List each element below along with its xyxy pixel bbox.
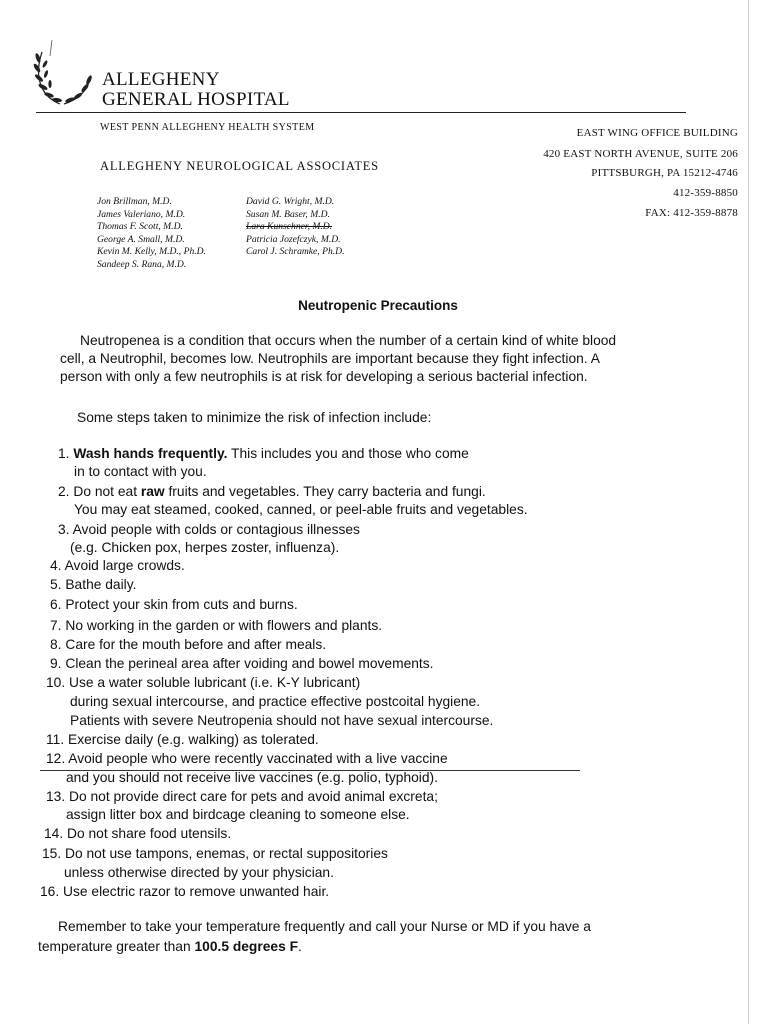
intro-line: Neutropenea is a condition that occurs when the number of a certain kind of white blood	[80, 333, 617, 348]
item-number: 6.	[50, 597, 62, 612]
item-number: 8.	[50, 637, 62, 652]
list-item	[42, 845, 388, 862]
item-number: 15.	[42, 846, 62, 861]
document-title: Neutropenic Precautions	[298, 298, 458, 313]
list-item	[50, 655, 434, 672]
office-street: 420 EAST NORTH AVENUE, SUITE 206	[543, 148, 738, 160]
list-item	[50, 557, 185, 574]
item-number: 1.	[58, 446, 70, 461]
doctor-name-struck: Lara Kunschner, M.D.	[246, 221, 333, 232]
letterhead-rule	[36, 112, 686, 113]
list-item-continuation: Patients with severe Neutropenia should not have sexual intercourse.	[70, 713, 494, 728]
list-item-continuation: (e.g. Chicken pox, herpes zoster, influenza).	[70, 540, 340, 555]
pen-strike-line	[40, 770, 580, 771]
item-text: Avoid people who were recently vaccinated with a live vaccine	[68, 751, 448, 766]
item-text: Exercise daily (e.g. walking) as tolerated.	[68, 732, 319, 747]
item-number: 14.	[44, 826, 64, 841]
list-item-continuation: during sexual intercourse, and practice effective postcoital hygiene.	[70, 694, 481, 709]
item-text: Do not provide direct care for pets and avoid animal excreta;	[69, 789, 438, 804]
doctor-list-right	[246, 196, 345, 259]
item-number: 16.	[40, 884, 60, 899]
hospital-name-line2: GENERAL HOSPITAL	[102, 89, 290, 110]
closing-text: .	[298, 939, 302, 954]
list-item	[46, 788, 438, 805]
list-item-continuation: assign litter box and birdcage cleaning to someone else.	[66, 807, 410, 822]
item-emphasis: Wash hands frequently.	[73, 446, 228, 461]
closing-line	[38, 938, 302, 955]
item-number: 2.	[58, 484, 70, 499]
office-building: EAST WING OFFICE BUILDING	[576, 127, 738, 139]
scan-edge-line	[748, 0, 749, 1024]
doctor-name: Carol J. Schramke, Ph.D.	[246, 246, 345, 257]
list-item	[44, 825, 231, 842]
item-text: Care for the mouth before and after meals.	[65, 637, 327, 652]
list-item-continuation: unless otherwise directed by your physician.	[64, 865, 334, 880]
item-text: Avoid large crowds.	[64, 558, 185, 573]
list-item	[46, 731, 319, 748]
item-number: 11.	[46, 732, 65, 747]
item-text: Use electric razor to remove unwanted hair.	[63, 884, 330, 899]
closing-line: Remember to take your temperature frequently and call your Nurse or MD if you have a	[58, 919, 591, 934]
item-number: 4.	[50, 558, 62, 573]
intro-line: cell, a Neutrophil, becomes low. Neutrophils are important because they fight infection. A	[60, 351, 600, 366]
item-text: Protect your skin from cuts and burns.	[65, 597, 298, 612]
intro-line: person with only a few neutrophils is at risk for developing a serious bacterial infection.	[60, 369, 588, 384]
practice-name: ALLEGHENY NEUROLOGICAL ASSOCIATES	[100, 159, 379, 173]
item-text: fruits and vegetables. They carry bacteria and fungi.	[164, 484, 486, 499]
doctor-list-left	[97, 196, 206, 271]
hospital-wreath-logo	[30, 38, 94, 110]
doctor-name: James Valeriano, M.D.	[97, 208, 186, 220]
doctor-name: Thomas F. Scott, M.D.	[97, 221, 183, 232]
steps-intro: Some steps taken to minimize the risk of infection include:	[77, 410, 432, 425]
list-item-continuation: You may eat steamed, cooked, canned, or peel-able fruits and vegetables.	[74, 502, 528, 517]
item-text: Avoid people with colds or contagious illnesses	[72, 522, 360, 537]
doctor-name: Susan M. Baser, M.D.	[246, 208, 330, 220]
item-number: 12.	[46, 751, 66, 766]
list-item	[58, 483, 486, 500]
hospital-name-line1: ALLEGHENY	[102, 69, 220, 90]
item-number: 7.	[50, 618, 62, 633]
list-item	[50, 576, 136, 593]
doctor-name: David G. Wright, M.D.	[246, 196, 335, 207]
item-text: Bathe daily.	[65, 577, 137, 592]
item-number: 5.	[50, 577, 62, 592]
health-system-name: WEST PENN ALLEGHENY HEALTH SYSTEM	[100, 122, 315, 133]
item-text: This includes you and those who come	[227, 446, 469, 461]
office-phone: 412-359-8850	[673, 187, 738, 199]
list-item	[58, 445, 469, 462]
doctor-name: Kevin M. Kelly, M.D., Ph.D.	[97, 246, 206, 257]
list-item	[50, 636, 326, 653]
item-emphasis: raw	[140, 484, 165, 499]
item-number: 3.	[58, 522, 70, 537]
temperature-threshold: 100.5 degrees F	[194, 939, 299, 954]
list-item	[58, 521, 360, 538]
list-item	[50, 617, 382, 634]
item-text: Clean the perineal area after voiding and bowel movements.	[65, 656, 434, 671]
doctor-name: George A. Small, M.D.	[97, 233, 185, 245]
item-number: 9.	[50, 656, 62, 671]
item-text: Do not use tampons, enemas, or rectal suppositories	[65, 846, 388, 861]
item-text: Do not eat	[73, 484, 141, 499]
office-city: PITTSBURGH, PA 15212-4746	[591, 167, 738, 179]
list-item-continuation: in to contact with you.	[74, 464, 207, 479]
item-number: 13.	[46, 789, 66, 804]
list-item	[50, 596, 298, 613]
closing-text: temperature greater than	[38, 939, 195, 954]
doctor-name: Jon Brillman, M.D.	[97, 196, 172, 207]
doctor-name: Sandeep S. Rana, M.D.	[97, 258, 187, 270]
doctor-name: Patricia Jozefczyk, M.D.	[246, 233, 341, 245]
list-item	[46, 750, 448, 767]
item-text: Use a water soluble lubricant (i.e. K-Y lubricant)	[69, 675, 361, 690]
item-text: No working in the garden or with flowers and plants.	[65, 618, 383, 633]
list-item	[40, 883, 329, 900]
office-fax: FAX: 412-359-8878	[645, 207, 738, 219]
item-number: 10.	[46, 675, 66, 690]
list-item-continuation: and you should not receive live vaccines (e.g. polio, typhoid).	[66, 770, 438, 785]
list-item	[46, 674, 360, 691]
item-text: Do not share food utensils.	[67, 826, 232, 841]
